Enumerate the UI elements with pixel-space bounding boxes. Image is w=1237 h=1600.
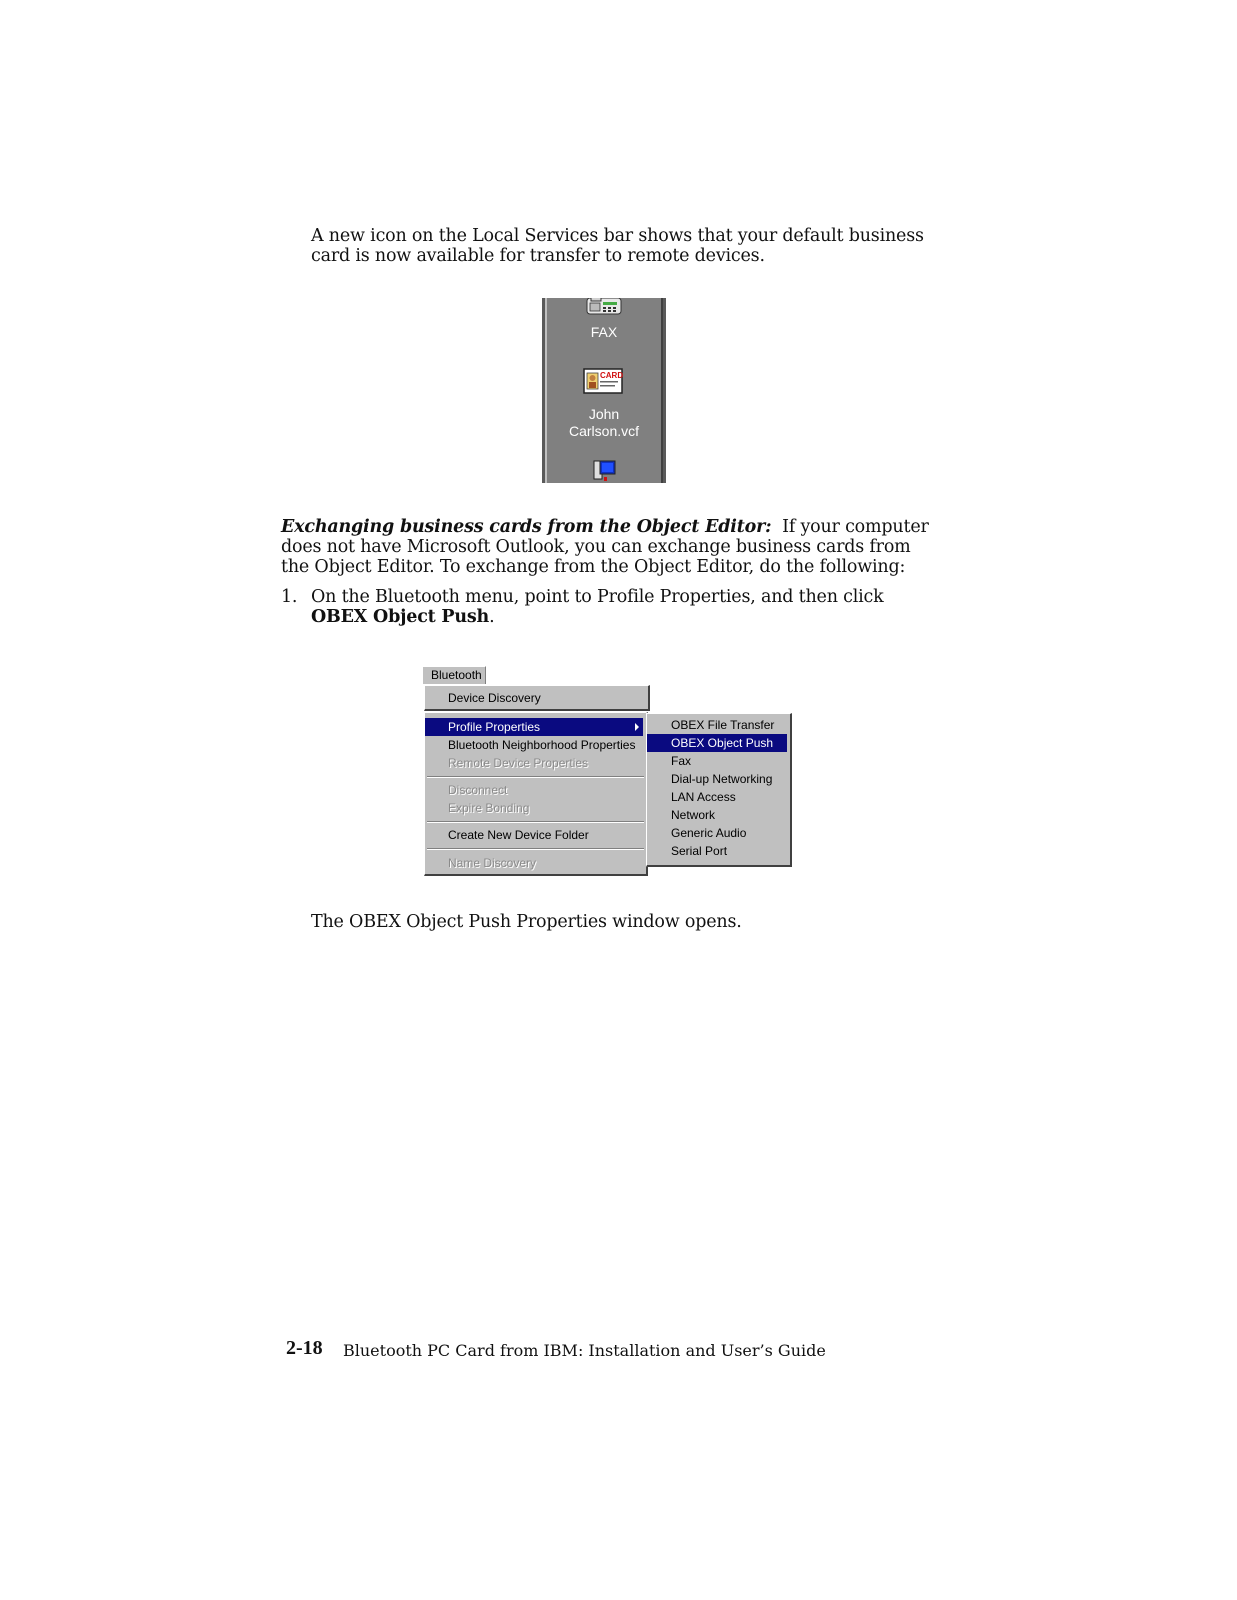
menu-item-name-discovery: Name Discovery bbox=[448, 856, 537, 870]
profile-properties-submenu bbox=[646, 713, 792, 867]
step-number: 1. bbox=[281, 587, 298, 607]
menu-item-create-device-folder[interactable]: Create New Device Folder bbox=[448, 828, 589, 842]
fax-label: FAX bbox=[590, 324, 618, 340]
submenu-arrow-icon bbox=[635, 723, 639, 731]
menu-item-label: Profile Properties bbox=[448, 720, 541, 734]
menu-item-profile-properties[interactable] bbox=[425, 718, 643, 736]
submenu-item-generic-audio[interactable]: Generic Audio bbox=[671, 826, 747, 840]
card-label-line1: John bbox=[588, 406, 620, 422]
object-editor-text: If your computer does not have Microsoft Outlook, you can exchange business cards from the Object Editor. To exchange from the Object Editor, do the following: bbox=[281, 517, 929, 577]
submenu-item-network[interactable]: Network bbox=[671, 808, 716, 822]
menu-item-disconnect: Disconnect bbox=[448, 783, 508, 797]
page-number: 2-18 bbox=[286, 1337, 323, 1359]
submenu-item-fax[interactable]: Fax bbox=[671, 754, 692, 768]
menu-item-device-discovery[interactable] bbox=[424, 685, 650, 711]
menu-separator bbox=[427, 776, 644, 778]
submenu-item-obex-file-transfer[interactable]: OBEX File Transfer bbox=[671, 718, 775, 732]
intro-paragraph: A new icon on the Local Services bar shows that your default business card is now available for transfer to remote devices. bbox=[311, 226, 924, 266]
device-discovery-label: Device Discovery bbox=[448, 691, 541, 705]
menu-item-neighborhood-properties[interactable]: Bluetooth Neighborhood Properties bbox=[448, 738, 636, 752]
step-text-end: . bbox=[489, 607, 495, 627]
object-editor-heading: Exchanging business cards from the Object Editor: bbox=[281, 517, 772, 537]
object-editor-paragraph bbox=[281, 517, 941, 577]
local-services-bar bbox=[542, 298, 666, 483]
fax-icon[interactable] bbox=[585, 298, 623, 316]
card-badge: CARD bbox=[600, 371, 623, 380]
menu-item-expire-bonding: Expire Bonding bbox=[448, 801, 530, 815]
menu-separator bbox=[427, 821, 644, 823]
computer-icon[interactable] bbox=[593, 460, 617, 482]
card-label-line2: Carlson.vcf bbox=[568, 423, 640, 439]
menu-item-remote-device-properties: Remote Device Properties bbox=[448, 756, 589, 770]
submenu-item-lan-access[interactable]: LAN Access bbox=[671, 790, 736, 804]
bluetooth-menu-title[interactable]: Bluetooth bbox=[422, 666, 486, 684]
menu-separator bbox=[427, 848, 644, 850]
business-card-icon[interactable] bbox=[583, 368, 623, 394]
step-text bbox=[311, 587, 921, 627]
bluetooth-menu bbox=[424, 712, 648, 876]
step-text-body: On the Bluetooth menu, point to Profile Properties, and then click bbox=[311, 587, 884, 607]
step-text-bold: OBEX Object Push bbox=[311, 607, 490, 627]
submenu-item-dialup-networking[interactable]: Dial-up Networking bbox=[671, 772, 773, 786]
submenu-item-obex-object-push[interactable]: OBEX Object Push bbox=[647, 734, 787, 752]
submenu-item-serial-port[interactable]: Serial Port bbox=[671, 844, 728, 858]
result-paragraph: The OBEX Object Push Properties window opens. bbox=[311, 912, 742, 932]
footer-title: Bluetooth PC Card from IBM: Installation and User’s Guide bbox=[343, 1341, 826, 1360]
business-card-label bbox=[545, 406, 663, 440]
